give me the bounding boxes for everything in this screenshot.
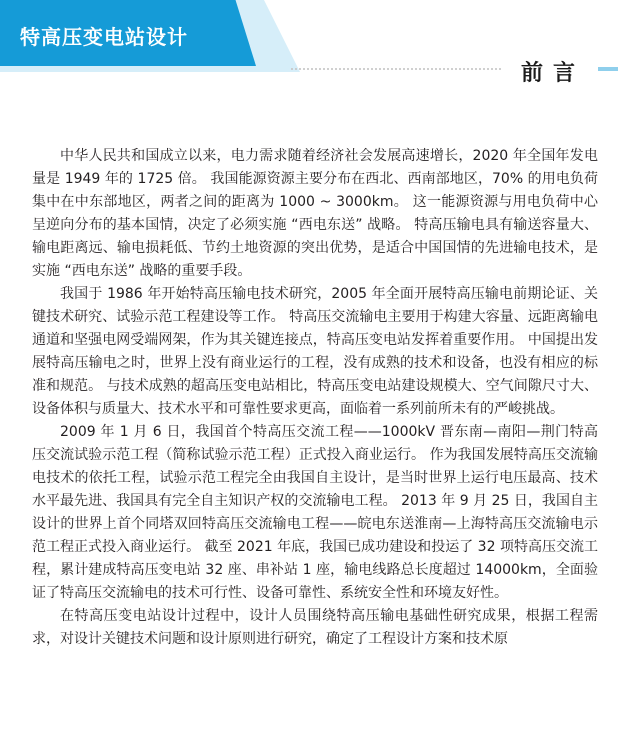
book-title: 特高压变电站设计 [20,25,188,49]
paragraph: 我国于 1986 年开始特高压输电技术研究，2005 年全面开展特高压输电前期论证、关键技术研究、试验示范工程建设等工作。 特高压交流输电主要用于构建大容量、远距离输电通道和坚强电网受端网架，作为其关键连接点，特高压变电站发挥着重要作用。 中国提出发展特高压输电之时，世界上没有商业运行的工程，没有成熟的技术和设备，也没有相应的标准和规范。 与技术成熟的超高压变电站相比，特高压变电站建设规模大、空气间隙尺寸大、设备体积与质量大、技术水平和可靠性要求更高，面临着一系列前所未有的严峻挑战。 [32,286,598,417]
body-text [32,145,598,651]
paragraph: 2009 年 1 月 6 日，我国首个特高压交流工程——1000kV 晋东南—南阳—荆门特高压交流试验示范工程（简称试验示范工程）正式投入商业运行。 作为我国发展特高压交流输电技术的依托工程，试验示范工程完全由我国自主设计，是当时世界上运行电压最高、技术水平最先进、我国具有完全自主知识产权的交流输电工程。 2013 年 9 月 25 日，我国自主设计的世界上首个同塔双回特高压交流输电工程——皖电东送淮南—上海特高压交流输电示范工程正式投入商业运行。 截至 2021 年底，我国已成功建设和投运了 32 项特高压交流工程，累计建成特高压变电站 32 座、串补站 1 座，输电线路总长度超过 14000km，全面验证了特高压交流输电的技术可行性、设备可靠性、系统安全性和环境友好性。 [32,424,598,601]
section-title: 前言 [521,60,586,86]
dotted-divider [290,68,502,70]
paragraph: 在特高压变电站设计过程中，设计人员围绕特高压输电基础性研究成果，根据工程需求，对设计关键技术问题和设计原则进行研究，确定了工程设计方案和技术原 [32,608,598,647]
paragraph: 中华人民共和国成立以来，电力需求随着经济社会发展高速增长，2020 年全国年发电量是 1949 年的 1725 倍。 我国能源资源主要分布在西北、西南部地区，70% 的用电负荷集中在中东部地区，两者之间的距离为 1000 ~ 3000km。 这一能源资源与用电负荷中心呈逆向分布的基本国情，决定了必须实施 “西电东送” 战略。 特高压输电具有输送容量大、输电距离远、输电损耗低、节约土地资源的突出优势，是适合中国国情的先进输电技术，是实施 “西电东送” 战略的重要手段。 [32,148,598,279]
section-accent-bar [598,67,618,71]
